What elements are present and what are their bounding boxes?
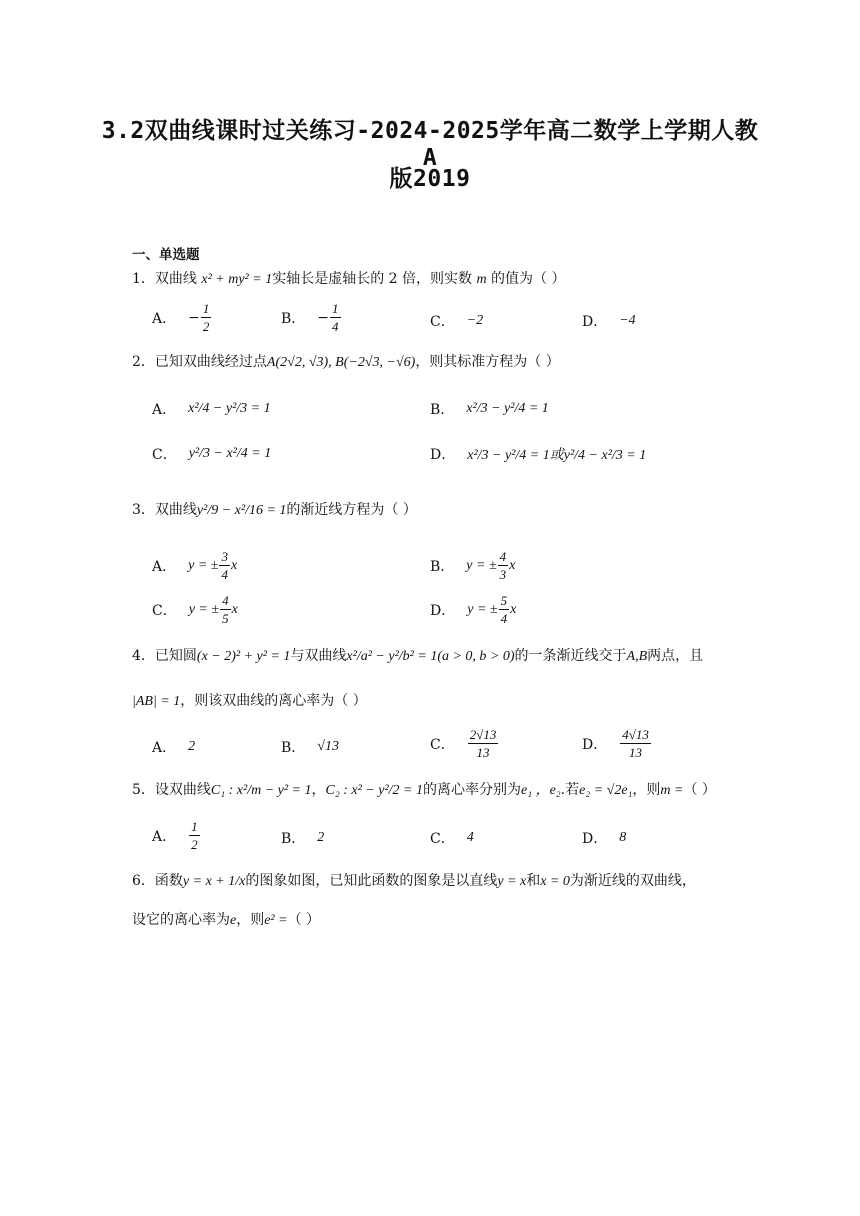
option-label: C． — [152, 602, 177, 619]
option-label: D． — [430, 602, 456, 619]
option-label: D． — [582, 831, 608, 847]
q1-option-c[interactable] — [430, 311, 483, 331]
option-prefix: y = ± — [188, 557, 219, 573]
q1-option-b[interactable] — [281, 302, 342, 333]
option-label: D． — [430, 447, 456, 463]
question-2 — [132, 352, 560, 373]
question-number: 6． — [132, 873, 155, 889]
option-value: 4 — [466, 830, 474, 845]
question-text: 的离心率分别为 — [423, 782, 521, 798]
question-text: 双曲线 — [154, 271, 197, 287]
question-text: 已知双曲线经过点 — [154, 354, 267, 370]
option-suffix: x — [231, 601, 238, 617]
fraction-numerator: 1 — [332, 301, 339, 316]
fraction-numerator: 3 — [221, 549, 228, 564]
question-text: 实轴长是虚轴长的 2 倍，则实数 — [272, 271, 473, 287]
question-6-line-2 — [132, 910, 320, 931]
math-variable: A,B — [626, 649, 648, 664]
question-text: （ ） — [287, 912, 321, 928]
option-label: D． — [582, 314, 608, 330]
question-text: .若 — [560, 782, 580, 798]
fraction-numerator: 4 — [499, 549, 507, 564]
option-formula: y²/3 − x²/4 = 1 — [188, 446, 272, 461]
option-value: −2 — [466, 313, 484, 328]
fraction-numerator: 4√13 — [622, 727, 649, 742]
q5-option-c[interactable] — [430, 828, 474, 848]
fraction-denominator: 13 — [629, 745, 643, 760]
q1-option-a[interactable] — [152, 302, 212, 333]
option-label: A． — [152, 740, 177, 756]
q2-option-d[interactable] — [430, 444, 646, 464]
option-suffix: x — [510, 601, 517, 617]
option-label: B． — [281, 831, 306, 847]
fraction-denominator: 2 — [202, 319, 210, 334]
fraction-denominator: 13 — [476, 745, 490, 760]
fraction-denominator: 5 — [222, 611, 229, 626]
question-text: ，则该双曲线的离心率为（ ） — [180, 693, 367, 709]
question-text: 设它的离心率为 — [132, 912, 230, 928]
option-sign: − — [188, 309, 200, 326]
fraction-denominator: 2 — [191, 837, 198, 852]
fraction-denominator: 4 — [221, 567, 228, 582]
option-label: B． — [430, 558, 455, 575]
q3-option-d[interactable] — [430, 594, 516, 625]
option-suffix: x — [230, 557, 238, 573]
question-text: 与双曲线 — [290, 648, 347, 664]
question-number: 4． — [132, 648, 155, 664]
question-6 — [132, 871, 696, 892]
question-text: 为渐近线的双曲线， — [569, 873, 696, 889]
option-formula: x²/3 − y²/4 = 1或y²/4 − x²/3 = 1 — [467, 448, 647, 463]
question-text: ， — [311, 782, 326, 798]
option-sign: − — [317, 309, 330, 326]
option-label: C． — [430, 831, 455, 847]
question-number: 1． — [132, 271, 155, 287]
question-3 — [132, 500, 417, 521]
math-formula: x = 0 — [540, 874, 570, 889]
fraction-denominator: 4 — [332, 319, 339, 334]
q4-option-c[interactable] — [430, 728, 499, 759]
option-suffix: x — [509, 557, 516, 573]
math-formula: e² = — [264, 913, 288, 928]
q4-option-a[interactable] — [152, 737, 195, 757]
document-title-line-2: 版2019 — [389, 166, 471, 192]
q4-option-d[interactable] — [582, 728, 652, 759]
q4-option-b[interactable] — [281, 737, 339, 757]
option-value: 2 — [317, 830, 325, 845]
option-label: A． — [152, 310, 177, 327]
q2-option-c[interactable] — [152, 444, 271, 464]
question-text: （ ） — [683, 782, 716, 798]
math-variable: m = — [660, 783, 684, 798]
math-variable: e — [230, 913, 237, 928]
option-label: A． — [152, 558, 177, 575]
question-text: 的一条渐近线交于 — [514, 648, 627, 664]
option-prefix: y = ± — [467, 601, 498, 617]
math-variable: e₁ ，e₂ — [521, 783, 561, 798]
question-text: 的值为（ ） — [491, 271, 566, 287]
question-text: 的图象如图，已知此函数的图象是以直线 — [245, 873, 498, 889]
option-value: 8 — [619, 830, 627, 845]
option-label: D． — [582, 736, 608, 753]
question-number: 2． — [132, 354, 155, 370]
option-label: C． — [152, 447, 177, 463]
question-text: ，则其标准方程为（ ） — [415, 354, 560, 370]
fraction-denominator: 4 — [500, 611, 508, 626]
fraction-denominator: 3 — [499, 567, 507, 582]
question-5 — [132, 780, 716, 801]
q2-option-a[interactable] — [152, 399, 271, 419]
math-variable: m — [476, 272, 487, 287]
math-formula: y²/9 − x²/16 = 1 — [196, 503, 287, 518]
q3-option-c[interactable] — [152, 594, 238, 625]
question-text: 设双曲线 — [154, 782, 211, 798]
option-value: √13 — [317, 739, 339, 754]
math-formula: (x − 2)² + y² = 1 — [196, 649, 291, 664]
fraction-numerator: 4 — [222, 593, 229, 608]
option-prefix: y = ± — [188, 601, 220, 617]
q3-option-b[interactable] — [430, 550, 515, 581]
question-text: 已知圆 — [154, 648, 197, 664]
fraction-numerator: 1 — [191, 819, 198, 834]
option-label: C． — [430, 314, 455, 330]
option-label: B． — [281, 310, 306, 327]
math-formula: C₂ : x² − y²/2 = 1 — [325, 783, 423, 798]
option-label: B． — [281, 740, 306, 756]
question-text: ，则 — [236, 912, 265, 928]
option-formula: x²/3 − y²/4 = 1 — [466, 401, 549, 416]
question-number: 3． — [132, 502, 155, 518]
q2-option-b[interactable] — [430, 399, 549, 419]
option-value: 2 — [188, 739, 196, 754]
document-title-line-1: 3.2双曲线课时过关练习-2024-2025学年高二数学上学期人教A — [101, 118, 759, 171]
option-label: B． — [430, 402, 455, 418]
q5-option-b[interactable] — [281, 828, 324, 848]
fraction-numerator: 5 — [500, 593, 508, 608]
option-label: A． — [152, 828, 177, 845]
q1-option-d[interactable] — [582, 311, 636, 331]
math-formula: e₂ = √2e₁ — [579, 783, 633, 798]
math-formula: A(2√2, √3), B(−2√3, −√6) — [266, 355, 416, 370]
math-formula: x²/a² − y²/b² = 1(a > 0, b > 0) — [346, 649, 515, 664]
question-4 — [132, 646, 703, 667]
math-formula: x² + my² = 1 — [201, 272, 273, 287]
option-label: C． — [430, 736, 455, 753]
math-formula: y = x — [497, 874, 527, 889]
q5-option-a[interactable] — [152, 820, 201, 851]
q5-option-d[interactable] — [582, 828, 626, 848]
option-value: −4 — [619, 313, 636, 328]
math-formula: C₁ : x²/m − y² = 1 — [210, 783, 312, 798]
option-formula: x²/4 − y²/3 = 1 — [188, 401, 271, 416]
question-text: 函数 — [154, 873, 183, 889]
option-label: A． — [152, 402, 177, 418]
question-number: 5． — [132, 782, 155, 798]
fraction-numerator: 2√13 — [469, 727, 497, 742]
question-text: 的渐近线方程为（ ） — [286, 502, 417, 518]
question-text: ，则 — [632, 782, 661, 798]
question-4-line-2 — [132, 691, 367, 712]
section-heading: 一、单选题 — [132, 247, 200, 263]
q3-option-a[interactable] — [152, 550, 237, 581]
fraction-numerator: 1 — [202, 301, 210, 316]
math-formula: y = x + 1/x — [182, 874, 246, 889]
question-text: 和 — [526, 873, 541, 889]
question-text: 双曲线 — [154, 502, 197, 518]
math-formula: |AB| = 1 — [132, 694, 181, 709]
question-1 — [132, 269, 566, 290]
question-text: 两点，且 — [647, 648, 704, 664]
option-prefix: y = ± — [466, 557, 497, 573]
